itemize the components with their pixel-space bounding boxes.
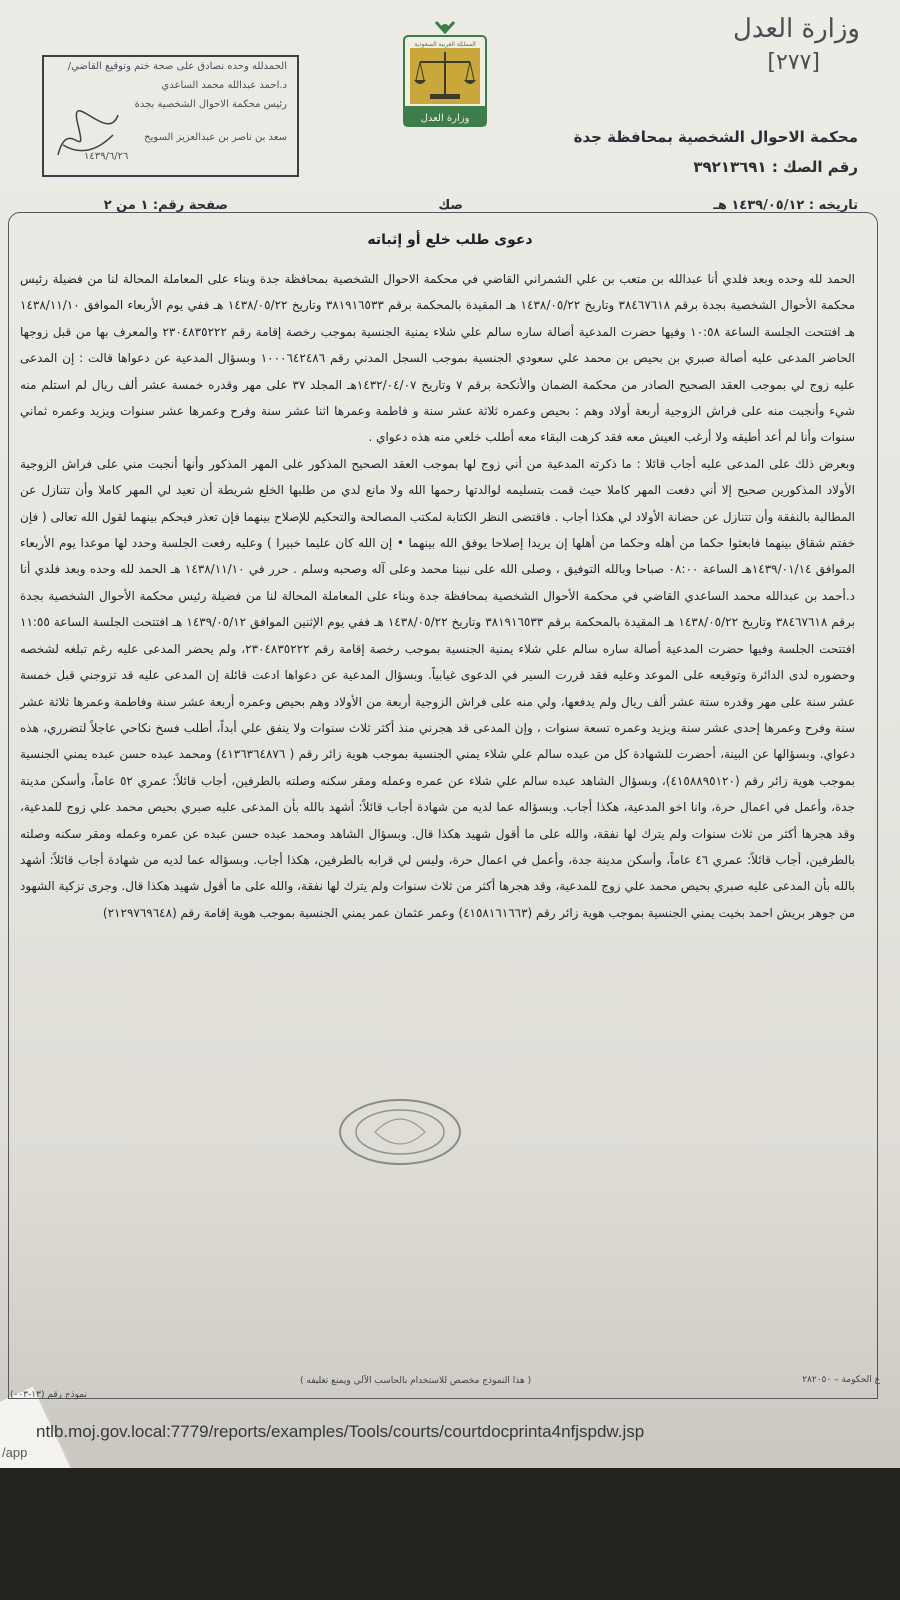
file-number: [٢٧٧] xyxy=(767,50,820,75)
form-number: نموذج رقم (١٣-٠٠٣) xyxy=(10,1390,87,1400)
print-url: ntlb.moj.gov.local:7779/reports/examples/Tools/courts/courtdocprinta4nfjspdw.jsp xyxy=(36,1422,645,1441)
stamp-line-3: رئيس محكمة الاحوال الشخصية بجدة xyxy=(134,99,287,110)
signature-scribble xyxy=(48,105,128,165)
page-number: صفحة رقم: ١ من ٢ xyxy=(103,198,228,213)
ministry-header xyxy=(600,0,860,75)
ministry-of-justice-logo xyxy=(400,18,490,130)
footer-note: ( هذا النموذج مخصص للاستخدام بالحاسب الآلي ويمنع تغليفه ) xyxy=(300,1376,532,1386)
ministry-name: وزارة العدل xyxy=(732,14,860,44)
stamp-line-1: الحمدلله وحده نصادق على صحة ختم وتوقيع القاضي/ xyxy=(67,61,287,72)
deed-label: صك xyxy=(438,198,463,213)
court-title: محكمة الاحوال الشخصية بمحافظة جدة xyxy=(573,128,858,146)
logo-bottom-text: وزارة العدل xyxy=(420,113,470,124)
stamp-line-2: د.احمد عبدالله محمد الساعدي xyxy=(161,80,287,91)
gov-code: ع الحكومة – ٢٨٢٠٥٠ xyxy=(802,1375,880,1385)
stamp-line-5: ١٤٣٩/٦/٢٦ xyxy=(84,151,129,162)
authentication-stamp xyxy=(42,55,299,177)
app-fragment: /app xyxy=(2,1445,28,1460)
stamp-line-4: سعد بن ناصر بن عبدالعزيز السويح xyxy=(144,132,287,143)
document-body xyxy=(20,266,855,926)
logo-top-text: المملكة العربية السعودية xyxy=(414,41,476,48)
document-title: دعوى طلب خلع أو إثباته xyxy=(367,232,533,248)
deed-date: تاريخه : ١٤٣٩/٠٥/١٢ هـ xyxy=(713,198,858,213)
deed-number: رقم الصك : ٣٩٢١٣٦٩١ xyxy=(693,158,858,176)
body-paragraph-2: وبعرض ذلك على المدعى عليه أجاب قائلا : ما ذكرته المدعية من أني زوج لها بموجب العقد الصحيح المذكور على المهر المذكور وأنها أنجبت مني على فراش الزوجية الأولاد المذكورين صحيح إلا أني دفعت المهر كاملا حيث قمت بتسليمه لوالدتها رحمها الله ولا مانع لدي من طلبها الخلع شريطة أن تعيد لي المهر كاملا وأن تتنازل عن المطالبة بالنفقة وأن تتنازل عن حضانة الأولاد لي هكذا أجاب . فاقتضى النظر الكتابة لمكتب المصالحة والتحكيم للإصلاح بينهما فإن تعذر فيحكم بينهما لقول الله تعالى ( فإن خفتم شقاق بينهما فابعثوا حكما من أهله وحكما من أهلها إن يريدا إصلاحا يوفق الله بينهما • إن الله كان عليما خبيرا ) وعليه رفعت الجلسة وحدد لها موعدا يوم الأربعاء الموافق ١٤٣٩/٠١/١٤هـ الساعة ٠٨:٠٠ صباحا وبالله التوفيق ، وصلى الله على نبينا محمد وعلى آله وصحبه وسلم . حرر في ١٤٣٨/١١/١٠ هـ الحمد لله وحده وبعد فلدي أنا د.أحمد بن عبدالله محمد الساعدي القاضي في محكمة الأحوال الشخصية بمحافظة جدة وبناء على المعاملة المحالة لنا من فضيلة رئيس محكمة الأحوال الشخصية بجدة برقم ٣٨٤٦٧٦١٨ وتاريخ ١٤٣٨/٠٥/٢٢ هـ المقيدة بالمحكمة برقم ٣٨١٩١٦٥٣٣ وتاريخ ١٤٣٨/٠٥/٢٢ هـ ففي يوم الإثنين الموافق ١٤٣٩/٠٥/١٢ هـ افتتحت الجلسة الساعة ١١:٥٥ افتتحت الجلسة وفيها حضرت المدعية أصالة ساره سالم علي شلاء يمنية الجنسية بموجب رخصة إقامة رقم ٢٣٠٤٨٣٥٢٢٢، ولم يحضر المدعى عليه رغم تبلغه لشخصه وحضوره لدى الدائرة وتوقيعه على الموعد وعليه فقد قررت السير في الدعوى غيابياً. وبسؤال المدعية عن دعواها ادعت قائلة إن المدعى عليه قد تزوجني قبل خمسة عشر سنة على مهر وقدره ستة عشر ألف ريال ولم يدفعها، ولي منه على فراش الزوجية أربعة من الأولاد وهم بحيص وعمره أربعة عشر سنة وفاطمة وعمرها ثلاثة عشر سنة وفرح وعمرها إحدى عشر سنة ويزيد وعمره تسعة سنوات ، وإن المدعى قد هجرني منذ أكثر ثلاث سنوات ولا ينفق علي أبداً، أطلب فسخ نكاحي عاجلاً لتضرري، هذه دعواي. وبسؤالها عن البينة، أحضرت للشهادة كل من عبده سالم علي شلاء يمني الجنسية بموجب هوية زائر رقم ( ٤١٣٦٣٦٤٨٧٦) ومحمد عبده حسن عبده يمني الجنسية بموجب هوية زائر رقم (٤١٥٨٨٩٥١٢٠)، وبسؤال الشاهد عبده سالم علي شلاء عن عمره وعمله ومقر سكنه وصلته بالطرفين، أجاب قائلاً: عمري ٥٢ عاماً، وأسكن مدينة جدة، وأعمل في اعمال حرة، وانا اخو المدعية، هكذا أجاب. وبسؤاله عما لديه من شهادة أجاب قائلاً: أشهد بالله بأن المدعى عليه صبري بحيص محمد علي زوج للمدعية، وقد هجرها أكثر من ثلاث سنوات ولم يترك لها نفقة، والله على ما أقول شهيد هكذا قال. وبسؤال الشاهد ومحمد عبده حسن عبده عن عمره وعمله ومقر سكنه وصلته بالطرفين، أجاب قائلاً: عمري ٤٦ عاماً، وأسكن مدينة جدة، وأعمل في اعمال حرة، وليس لي قرابه بالطرفين، هكذا أجاب. وبسؤاله عما لديه من شهادة أجاب قائلاً: أشهد بالله بأن المدعى عليه صبري بحيص محمد علي زوج للمدعية، وقد هجرها أكثر من ثلاث سنوات ولم يترك لها نفقة، والله على ما أقول شهيد هكذا قال. وجرى تزكية الشهود من جوهر بريش احمد بخيت يمني الجنسية بموجب هوية زائر رقم (٤١٥٨١٦١٦٦٣) وعمر عثمان عمر يمني الجنسية بموجب هوية إقامة رقم (٢١٢٩٧٦٩٦٤٨) xyxy=(20,456,855,920)
body-paragraph-1: الحمد لله وحده وبعد فلدي أنا عبدالله بن متعب بن علي الشمراني القاضي في محكمة الاحوال الشخصية بمحافظة جدة وبناء على المعاملة المحالة لنا من فضيلة رئيس محكمة الأحوال الشخصية بجدة برقم ٣٨٤٦٧٦١٨ وتاريخ ١٤٣٨/٠٥/٢٢ هـ المقيدة بالمحكمة برقم ٣٨١٩١٦٥٣٣ وتاريخ ١٤٣٨/٠٥/٢٢ هـ ففي يوم الأربعاء الموافق ١٤٣٨/١١/١٠ هـ افتتحت الجلسة الساعة ١٠:٥٨ وفيها حضرت المدعية أصالة ساره سالم علي شلاء يمنية الجنسية بموجب رخصة إقامة رقم ٢٣٠٤٨٣٥٢٢٢ والمعرف بها من قبل زوجها الحاضر المدعى عليه أصالة صبري بن بحيص بن محمد علي سعودي الجنسية بموجب السجل المدني رقم ١٠٠٠٦٤٢٤٨٦ وبسؤال المدعية عن دعواها قالت : إن المدعى عليه زوج لي بموجب العقد الصحيح الصادر من محكمة الضمان والأنكحة برقم ٧ وتاريخ ١٤٣٢/٠٤/٠٧هـ المجلد ٣٧ على مهر وقدره خمسة عشر ألف ريال لم استلم منه شيء وأنجبت منه على فراش الزوجية أربعة أولاد وهم : بحيص وعمره ثلاثة عشر سنة و فاطمة وعمرها اثنا عشر سنة وفرح وعمرها عشر سنوات ويزيد وعمره ثماني سنوات وأنا لم أعد أطيقه ولا أرغب العيش معه فقد كرهت البقاء معه أطلب خلعي منه هذه دعواي . xyxy=(20,272,855,445)
official-seal xyxy=(335,1096,465,1168)
